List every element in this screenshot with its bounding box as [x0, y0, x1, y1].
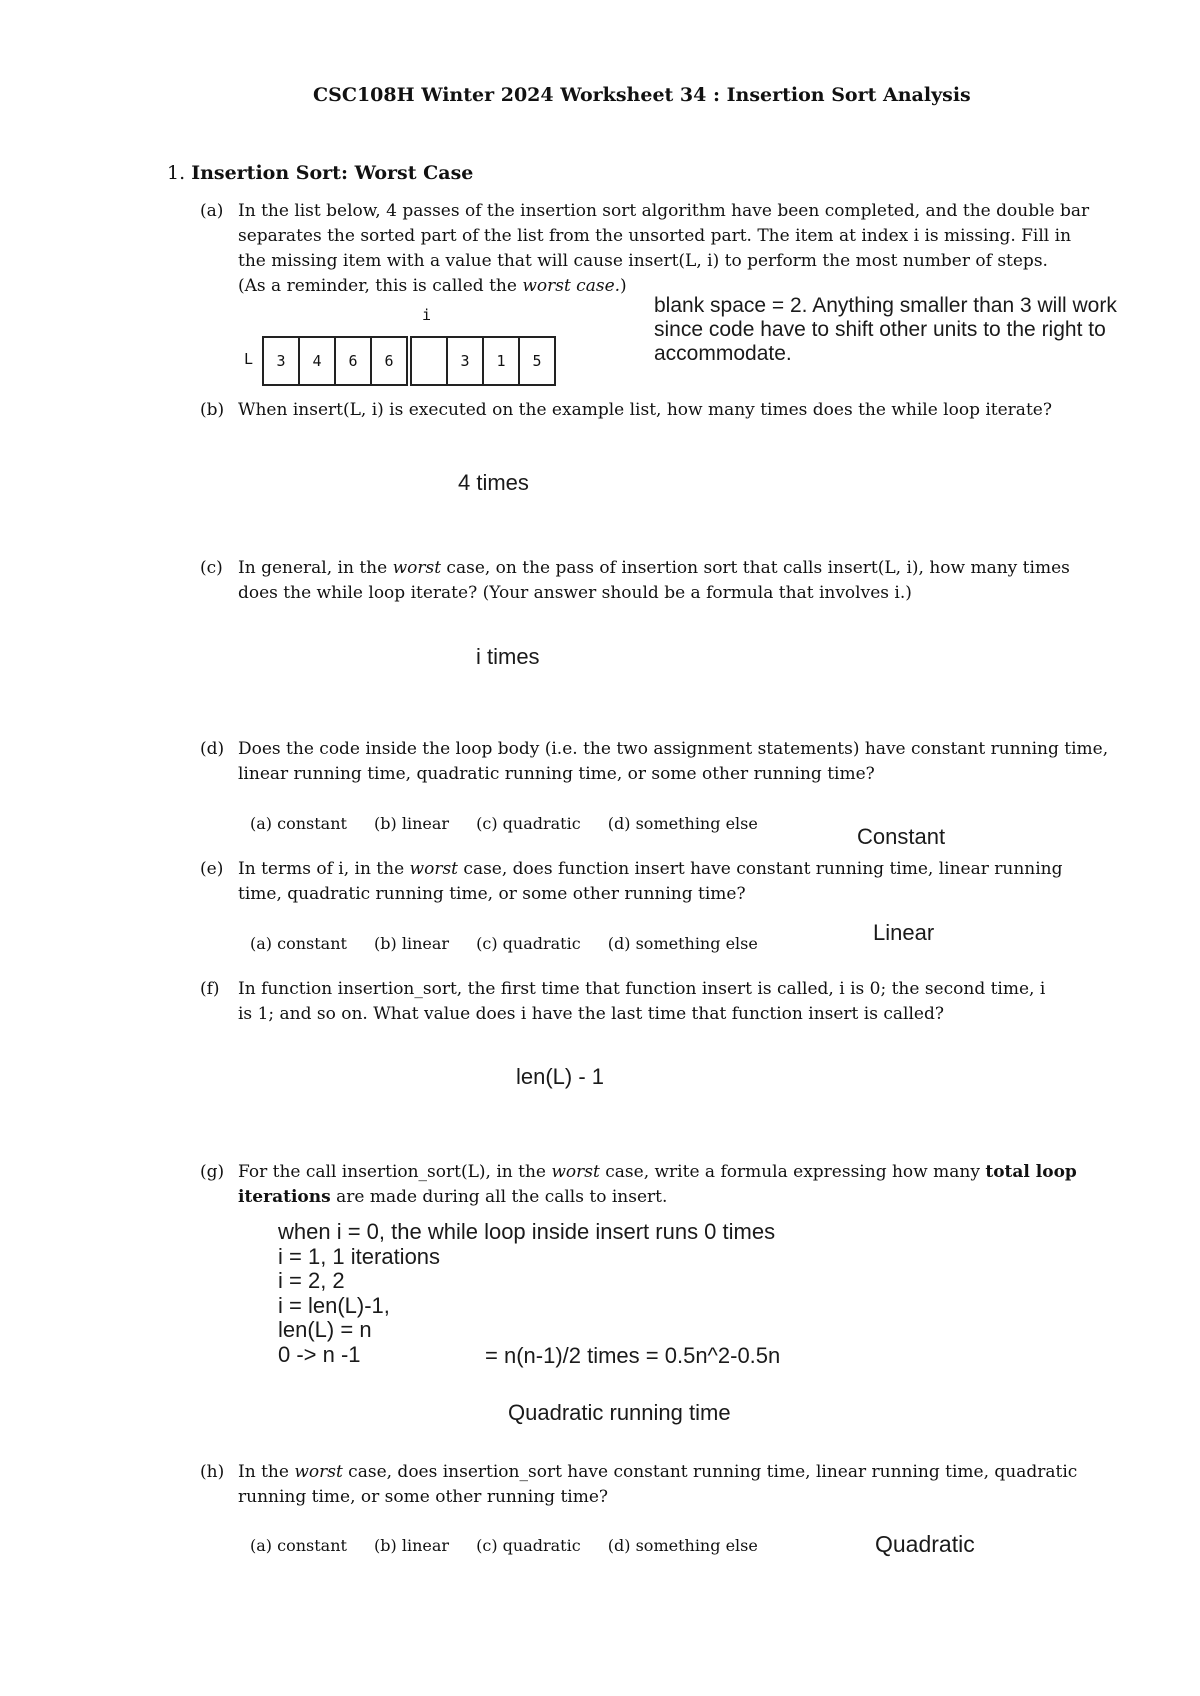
question-b-text: When insert(L, i) is executed on the example list, how many times does the while loop iterate? — [238, 400, 1052, 420]
question-h-text — [238, 1460, 1118, 1510]
question-h-label: (h) — [200, 1462, 225, 1482]
question-f-label: (f) — [200, 979, 220, 999]
work-line: i = 1, 1 iterations — [278, 1243, 441, 1269]
option-something-else[interactable]: (d) something else — [607, 1536, 758, 1555]
work-line: i = len(L)-1, — [278, 1292, 390, 1318]
question-d-line1: Does the code inside the loop body (i.e. the two assignment statements) have constant running time, — [238, 739, 1109, 759]
section-title: Insertion Sort: Worst Case — [191, 162, 474, 184]
question-g-line2: iterations are made during all the calls to insert. — [238, 1187, 668, 1207]
list-cell: 6 — [335, 337, 371, 385]
option-constant[interactable]: (a) constant — [250, 934, 347, 953]
question-d-line2: linear running time, quadratic running time, or some other running time? — [238, 764, 875, 784]
option-linear[interactable]: (b) linear — [374, 934, 450, 953]
work-line: len(L) = n — [278, 1317, 372, 1342]
list-cell: 3 — [263, 337, 299, 385]
question-d-text — [238, 737, 1118, 787]
question-f-line2: is 1; and so on. What value does i have the last time that function insert is called? — [238, 1004, 944, 1024]
answer-g-conclusion: Quadratic running time — [508, 1400, 731, 1425]
options-e — [250, 934, 780, 953]
option-quadratic[interactable]: (c) quadratic — [476, 814, 581, 833]
question-f-text — [238, 977, 1118, 1027]
question-g-line1: For the call insertion_sort(L), in the worst case, write a formula expressing how many total loop — [238, 1162, 1077, 1182]
list-cell: 5 — [519, 337, 555, 385]
options-d — [250, 814, 780, 833]
section-number: 1. — [167, 162, 186, 184]
option-something-else[interactable]: (d) something else — [607, 934, 758, 953]
answer-e: Linear — [873, 920, 935, 945]
option-quadratic[interactable]: (c) quadratic — [476, 1536, 581, 1555]
work-line: when i = 0, the while loop inside insert runs 0 times — [278, 1219, 776, 1244]
index-label: i — [422, 306, 432, 324]
option-linear[interactable]: (b) linear — [374, 814, 450, 833]
answer-f: len(L) - 1 — [516, 1064, 605, 1089]
question-a-text — [238, 199, 1118, 299]
answer-a — [654, 294, 1117, 366]
answer-h: Quadratic — [875, 1531, 975, 1557]
question-a-line3: the missing item with a value that will cause insert(L, i) to perform the most number of steps. — [238, 251, 1048, 271]
answer-g-formula: = n(n-1)/2 times = 0.5n^2-0.5n — [485, 1343, 781, 1368]
option-constant[interactable]: (a) constant — [250, 814, 347, 833]
question-e-text — [238, 857, 1118, 907]
answer-b: 4 times — [458, 470, 529, 495]
work-line: i = 2, 2 — [278, 1268, 345, 1293]
question-a — [200, 199, 1120, 309]
work-line: 0 -> n -1 — [278, 1341, 361, 1367]
question-c-line1: In general, in the worst case, on the pass of insertion sort that calls insert(L, i), how many times — [238, 558, 1070, 578]
question-e-label: (e) — [200, 859, 224, 879]
list-array — [262, 336, 556, 386]
question-d — [200, 737, 1120, 792]
question-h-line2: running time, or some other running time? — [238, 1487, 609, 1507]
question-f — [200, 977, 1120, 1032]
section-heading — [167, 162, 473, 184]
question-g-label: (g) — [200, 1162, 225, 1182]
question-e-line2: time, quadratic running time, or some other running time? — [238, 884, 746, 904]
question-g — [200, 1160, 1120, 1215]
list-cell: 1 — [483, 337, 519, 385]
option-something-else[interactable]: (d) something else — [607, 814, 758, 833]
question-c — [200, 556, 1120, 611]
question-a-line2: separates the sorted part of the list from the unsorted part. The item at index i is missing. Fill in — [238, 226, 1072, 246]
question-h — [200, 1460, 1120, 1515]
list-cell: 6 — [371, 337, 409, 385]
options-h — [250, 1536, 780, 1555]
question-c-line2: does the while loop iterate? (Your answer should be a formula that involves i.) — [238, 583, 912, 603]
question-h-line1: In the worst case, does insertion_sort have constant running time, linear running time, quadratic — [238, 1462, 1078, 1482]
question-c-text — [238, 556, 1118, 606]
list-cell: 4 — [299, 337, 335, 385]
question-c-label: (c) — [200, 558, 223, 578]
question-a-label: (a) — [200, 201, 224, 221]
answer-c: i times — [476, 644, 540, 669]
question-b — [200, 398, 1120, 428]
answer-a-line3: accommodate. — [654, 342, 792, 365]
question-e-line1: In terms of i, in the worst case, does function insert have constant running time, linear running — [238, 859, 1063, 879]
question-e — [200, 857, 1120, 912]
page-title: CSC108H Winter 2024 Worksheet 34 : Insertion Sort Analysis — [313, 84, 971, 106]
answer-d: Constant — [857, 824, 946, 849]
option-quadratic[interactable]: (c) quadratic — [476, 934, 581, 953]
question-b-label: (b) — [200, 400, 225, 420]
question-g-text — [238, 1160, 1118, 1210]
list-cell: 3 — [447, 337, 483, 385]
question-d-label: (d) — [200, 739, 225, 759]
answer-a-line1: blank space = 2. Anything smaller than 3 will work — [654, 294, 1117, 317]
question-f-line1: In function insertion_sort, the first time that function insert is called, i is 0; the second time, i — [238, 979, 1046, 999]
option-constant[interactable]: (a) constant — [250, 1536, 347, 1555]
list-cell-missing[interactable] — [409, 337, 447, 385]
question-a-line1: In the list below, 4 passes of the insertion sort algorithm have been completed, and the double bar — [238, 201, 1090, 221]
answer-a-line2: since code have to shift other units to the right to — [654, 318, 1106, 341]
question-a-line4: (As a reminder, this is called the worst case.) — [238, 276, 627, 296]
list-label: L — [244, 350, 254, 368]
option-linear[interactable]: (b) linear — [374, 1536, 450, 1555]
